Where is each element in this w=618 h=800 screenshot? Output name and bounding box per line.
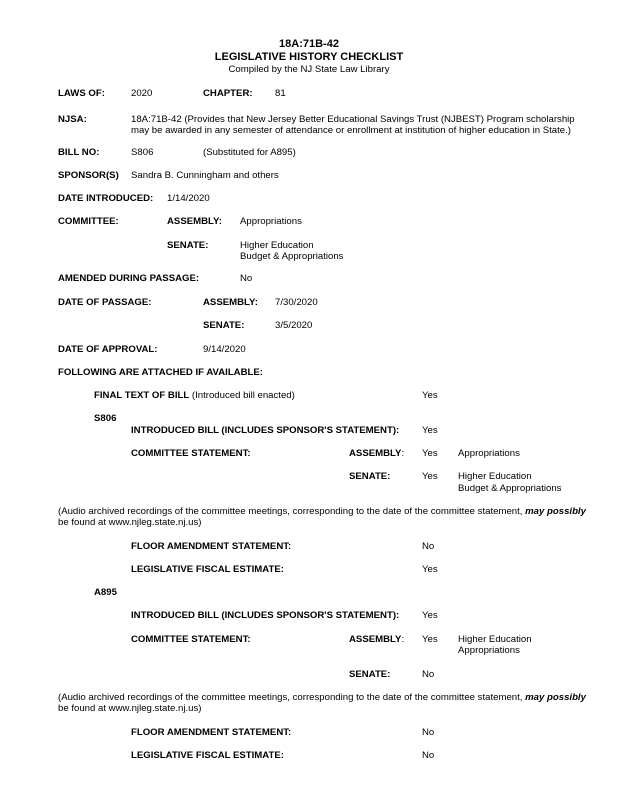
bill-no-value: S806 — [131, 147, 154, 158]
a895-assembly-label: ASSEMBLY — [349, 634, 402, 645]
njsa-line-2: may be awarded in any semester of attendance or enrollment at institution of higher education in State.) — [131, 125, 571, 136]
amended-value: No — [240, 273, 253, 284]
a895-assembly-committee-1: Higher Education — [458, 634, 532, 645]
passage-assembly-label: ASSEMBLY: — [203, 297, 258, 308]
a895-fiscal-label: LEGISLATIVE FISCAL ESTIMATE: — [131, 750, 284, 761]
s806-floor-value: No — [422, 541, 435, 552]
s806-introduced-value: Yes — [422, 425, 438, 436]
approval-label: DATE OF APPROVAL: — [58, 344, 158, 355]
passage-assembly-value: 7/30/2020 — [275, 297, 318, 308]
njsa-line-1: 18A:71B-42 (Provides that New Jersey Better Educational Savings Trust (NJBEST) Program scholarship — [131, 114, 575, 125]
a895-introduced-value: Yes — [422, 610, 438, 621]
a895-assembly-label-row — [349, 634, 404, 646]
s806-fiscal-label: LEGISLATIVE FISCAL ESTIMATE: — [131, 564, 284, 575]
a895-fiscal-value: No — [422, 750, 435, 761]
committee-assembly-label: ASSEMBLY: — [167, 216, 222, 227]
committee-senate-value-1: Higher Education — [240, 240, 314, 251]
passage-label: DATE OF PASSAGE: — [58, 297, 152, 308]
s806-assembly-label-row — [349, 448, 404, 460]
final-text-note: (Introduced bill enacted) — [191, 390, 295, 401]
s806-senate-committee-1: Higher Education — [458, 471, 532, 482]
audio-note-emphasis: may possibly — [525, 506, 586, 517]
a895-assembly-committee-2: Appropriations — [458, 645, 520, 656]
s806-label: S806 — [94, 413, 117, 424]
committee-label: COMMITTEE: — [58, 216, 119, 227]
date-introduced-value: 1/14/2020 — [167, 193, 210, 204]
a895-floor-label: FLOOR AMENDMENT STATEMENT: — [131, 727, 292, 738]
s806-senate-label: SENATE: — [349, 471, 391, 482]
s806-assembly-committee: Appropriations — [458, 448, 520, 459]
audio-note-2-line-1 — [58, 692, 586, 704]
final-text-row — [94, 390, 295, 402]
chapter-value: 81 — [275, 88, 286, 99]
s806-fiscal-value: Yes — [422, 564, 438, 575]
s806-assembly-value: Yes — [422, 448, 438, 459]
a895-label: A895 — [94, 587, 117, 598]
a895-floor-value: No — [422, 727, 435, 738]
date-introduced-label: DATE INTRODUCED: — [58, 193, 154, 204]
audio-note-2-line-2: be found at www.njleg.state.nj.us) — [58, 703, 202, 714]
audio-note-2-emphasis: may possibly — [525, 692, 586, 703]
citation-heading: 18A:71B-42 — [279, 38, 339, 50]
s806-committee-label: COMMITTEE STATEMENT: — [131, 448, 251, 459]
bill-no-note: (Substituted for A895) — [203, 147, 296, 158]
s806-senate-value: Yes — [422, 471, 438, 482]
passage-senate-label: SENATE: — [203, 320, 245, 331]
committee-senate-label: SENATE: — [167, 240, 209, 251]
sponsor-label: SPONSOR(S) — [58, 170, 119, 181]
chapter-label: CHAPTER: — [203, 88, 253, 99]
s806-senate-committee-2: Budget & Appropriations — [458, 483, 562, 494]
approval-value: 9/14/2020 — [203, 344, 246, 355]
s806-assembly-colon: : — [401, 448, 405, 459]
amended-label: AMENDED DURING PASSAGE: — [58, 273, 200, 284]
a895-senate-value: No — [422, 669, 435, 680]
sponsor-value: Sandra B. Cunningham and others — [131, 170, 279, 181]
final-text-label: FINAL TEXT OF BILL — [94, 390, 190, 401]
s806-floor-label: FLOOR AMENDMENT STATEMENT: — [131, 541, 292, 552]
s806-assembly-label: ASSEMBLY — [349, 448, 402, 459]
a895-introduced-label: INTRODUCED BILL (INCLUDES SPONSOR'S STATEMENT): — [131, 610, 400, 621]
njsa-label: NJSA: — [58, 114, 87, 125]
a895-assembly-colon: : — [401, 634, 405, 645]
a895-committee-label: COMMITTEE STATEMENT: — [131, 634, 251, 645]
final-text-value: Yes — [422, 390, 438, 401]
attached-heading: FOLLOWING ARE ATTACHED IF AVAILABLE: — [58, 367, 263, 378]
a895-senate-label: SENATE: — [349, 669, 391, 680]
committee-senate-value-2: Budget & Appropriations — [240, 251, 344, 262]
bill-no-label: BILL NO: — [58, 147, 100, 158]
compiled-by: Compiled by the NJ State Law Library — [228, 64, 390, 75]
passage-senate-value: 3/5/2020 — [275, 320, 313, 331]
audio-note-2-text: (Audio archived recordings of the committee meetings, corresponding to the date of the committee statement, — [58, 692, 526, 703]
laws-of-value: 2020 — [131, 88, 153, 99]
a895-assembly-value: Yes — [422, 634, 438, 645]
committee-assembly-value: Appropriations — [240, 216, 302, 227]
audio-note-line-1 — [58, 506, 586, 518]
s806-introduced-label: INTRODUCED BILL (INCLUDES SPONSOR'S STATEMENT): — [131, 425, 400, 436]
audio-note-text: (Audio archived recordings of the committee meetings, corresponding to the date of the committee statement, — [58, 506, 526, 517]
audio-note-line-2: be found at www.njleg.state.nj.us) — [58, 517, 202, 528]
document-title: LEGISLATIVE HISTORY CHECKLIST — [214, 51, 404, 63]
laws-of-label: LAWS OF: — [58, 88, 105, 99]
